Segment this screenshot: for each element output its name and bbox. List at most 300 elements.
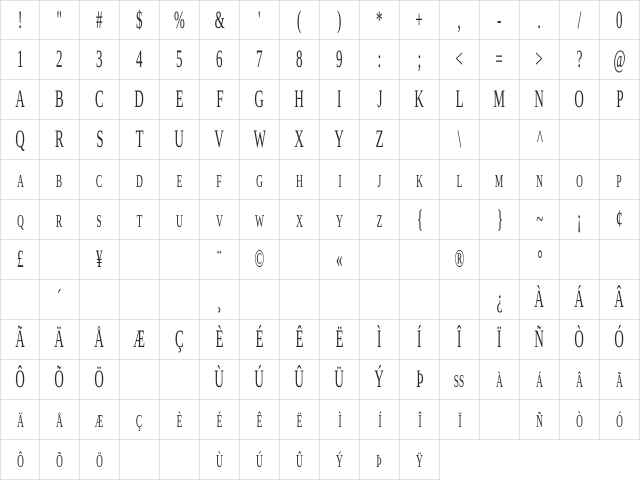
glyph: < (455, 46, 464, 73)
glyph: N (534, 86, 545, 113)
glyph: l (456, 166, 463, 193)
glyph-cell (560, 40, 600, 80)
glyph-cell (280, 400, 320, 440)
glyph-cell-empty (120, 280, 160, 320)
glyph-cell (320, 80, 360, 120)
glyph-cell (80, 360, 120, 400)
glyph-cell-empty (80, 280, 120, 320)
glyph-cell (280, 160, 320, 200)
glyph-cell (80, 200, 120, 240)
glyph-cell (40, 120, 80, 160)
glyph-cell (440, 160, 480, 200)
glyph: / (577, 6, 582, 34)
glyph: c (96, 166, 103, 193)
glyph-cell (520, 0, 560, 40)
glyph: ° (536, 246, 543, 273)
glyph: ê (256, 406, 263, 433)
glyph-cell (80, 320, 120, 360)
glyph: Ö (94, 366, 105, 393)
glyph: K (414, 86, 425, 113)
glyph-cell (240, 0, 280, 40)
glyph-cell (480, 360, 520, 400)
glyph: Ì (377, 326, 382, 353)
glyph-cell (160, 80, 200, 120)
glyph-cell (240, 40, 280, 80)
glyph-cell-empty (600, 120, 640, 160)
glyph-cell (480, 280, 520, 320)
glyph: Ú (254, 366, 265, 393)
glyph: Ñ (534, 326, 545, 353)
glyph: q (16, 206, 24, 233)
glyph-cell-empty (120, 360, 160, 400)
glyph-cell (0, 40, 40, 80)
glyph: É (255, 326, 264, 353)
glyph-cell (80, 400, 120, 440)
glyph: ¨ (217, 246, 222, 273)
glyph: u (176, 206, 183, 233)
glyph: t (136, 206, 143, 233)
glyph: $ (136, 6, 143, 34)
glyph-cell (520, 400, 560, 440)
glyph: ý (336, 446, 343, 473)
glyph-cell (0, 440, 40, 480)
glyph-cell-empty (400, 120, 440, 160)
glyph: I (337, 86, 342, 113)
glyph: i (337, 166, 342, 193)
glyph: ; (417, 46, 422, 73)
glyph: ú (256, 446, 263, 473)
glyph: Ê (295, 326, 304, 353)
glyph: ï (457, 406, 462, 433)
glyph-cell (80, 120, 120, 160)
glyph: > (535, 46, 544, 73)
glyph-cell (240, 120, 280, 160)
glyph: Í (417, 326, 422, 353)
glyph: z (376, 206, 383, 233)
glyph-cell (120, 0, 160, 40)
glyph-cell (400, 320, 440, 360)
glyph-cell (120, 400, 160, 440)
glyph: J (376, 86, 383, 113)
glyph: ù (216, 446, 223, 473)
glyph-cell (440, 120, 480, 160)
glyph-cell (200, 320, 240, 360)
glyph: X (294, 126, 305, 153)
glyph-cell (600, 80, 640, 120)
glyph-cell (120, 200, 160, 240)
glyph: ¢ (616, 206, 623, 233)
glyph: £ (16, 246, 24, 273)
glyph-cell-empty (600, 240, 640, 280)
glyph: # (96, 6, 103, 34)
glyph-cell (360, 440, 400, 480)
glyph-cell (160, 160, 200, 200)
glyph-cell (280, 320, 320, 360)
glyph: F (215, 86, 224, 113)
glyph-cell (360, 160, 400, 200)
glyph: Ô (15, 366, 25, 393)
glyph: C (95, 86, 104, 113)
glyph: Ò (574, 326, 585, 353)
glyph: â (576, 366, 583, 393)
glyph: ( (297, 6, 302, 34)
glyph: L (455, 86, 464, 113)
glyph-cell-empty (320, 280, 360, 320)
glyph: O (574, 86, 585, 113)
glyph-cell (200, 160, 240, 200)
glyph-cell (440, 0, 480, 40)
glyph-cell (280, 40, 320, 80)
glyph: å (56, 406, 63, 433)
glyph: 2 (56, 46, 63, 73)
glyph-cell (160, 120, 200, 160)
glyph-cell (600, 160, 640, 200)
glyph: é (216, 406, 223, 433)
glyph: ç (136, 406, 143, 433)
glyph-cell (240, 320, 280, 360)
glyph-cell-empty (120, 240, 160, 280)
glyph: k (416, 166, 423, 193)
glyph-cell-empty (120, 440, 160, 480)
glyph: V (214, 126, 225, 153)
glyph: & (214, 6, 225, 34)
glyph-cell (480, 200, 520, 240)
glyph-cell (80, 0, 120, 40)
glyph: h (296, 166, 303, 193)
glyph-cell (360, 400, 400, 440)
glyph: Å (94, 326, 105, 353)
glyph-cell (560, 280, 600, 320)
glyph-cell-empty (480, 240, 520, 280)
glyph-cell (160, 320, 200, 360)
glyph-cell (440, 360, 480, 400)
glyph-cell (0, 400, 40, 440)
glyph-cell (440, 400, 480, 440)
glyph: 5 (176, 46, 183, 73)
glyph-cell (600, 40, 640, 80)
glyph-cell (40, 160, 80, 200)
glyph-cell-empty (240, 280, 280, 320)
glyph-cell (400, 80, 440, 120)
glyph-cell (600, 400, 640, 440)
glyph: f (216, 166, 223, 193)
glyph-cell (360, 0, 400, 40)
glyph: ÿ (416, 446, 423, 473)
glyph: È (215, 326, 224, 353)
glyph: 6 (216, 46, 223, 73)
glyph-cell (40, 400, 80, 440)
glyph-cell (320, 40, 360, 80)
glyph-cell (320, 0, 360, 40)
glyph: = (495, 46, 504, 73)
glyph-cell-empty (160, 240, 200, 280)
glyph: Î (457, 326, 462, 353)
glyph: ì (337, 406, 342, 433)
glyph: ä (16, 406, 24, 433)
glyph: " (56, 6, 63, 34)
glyph-cell (0, 320, 40, 360)
glyph: G (254, 86, 265, 113)
glyph: Õ (54, 366, 65, 393)
glyph-cell (240, 440, 280, 480)
glyph-cell (400, 0, 440, 40)
glyph: S (95, 126, 104, 153)
glyph-cell (600, 280, 640, 320)
glyph-cell (320, 320, 360, 360)
glyph: ¡ (577, 206, 582, 233)
glyph: + (415, 6, 424, 34)
glyph: B (55, 86, 64, 113)
glyph-cell (320, 400, 360, 440)
glyph-cell (480, 320, 520, 360)
glyph: w (255, 206, 264, 233)
glyph-cell (480, 40, 520, 80)
glyph-cell (560, 320, 600, 360)
glyph: Â (614, 286, 625, 313)
glyph-cell (400, 360, 440, 400)
glyph-cell (520, 120, 560, 160)
glyph-cell (440, 240, 480, 280)
glyph-cell-empty (360, 240, 400, 280)
glyph-cell (360, 320, 400, 360)
glyph: ? (576, 46, 583, 73)
glyph: þ (376, 446, 383, 473)
glyph: ) (337, 6, 342, 34)
glyph-cell (80, 240, 120, 280)
glyph-cell (320, 240, 360, 280)
glyph: v (216, 206, 223, 233)
glyph-cell (240, 80, 280, 120)
glyph: ® (454, 246, 465, 273)
glyph-cell (560, 0, 600, 40)
glyph: Û (294, 366, 305, 393)
glyph: ´ (57, 286, 62, 313)
glyph-cell (40, 360, 80, 400)
glyph-cell (400, 400, 440, 440)
glyph-cell-empty (360, 280, 400, 320)
glyph-cell (240, 200, 280, 240)
glyph: n (536, 166, 543, 193)
glyph: ~ (535, 206, 544, 233)
glyph-cell-empty (160, 440, 200, 480)
glyph-cell (80, 440, 120, 480)
glyph-cell (0, 240, 40, 280)
glyph-cell (160, 0, 200, 40)
glyph: Ë (335, 326, 344, 353)
glyph-cell (120, 120, 160, 160)
glyph: Ç (175, 326, 184, 353)
glyph: Ù (214, 366, 225, 393)
glyph-cell (440, 80, 480, 120)
glyph-cell (400, 440, 440, 480)
glyph-cell (520, 200, 560, 240)
glyph-cell (240, 360, 280, 400)
glyph: Á (574, 286, 585, 313)
glyph: \ (457, 126, 462, 153)
glyph: « (336, 246, 343, 273)
glyph: H (294, 86, 305, 113)
glyph: o (576, 166, 583, 193)
glyph-cell (240, 240, 280, 280)
glyph-cell (80, 40, 120, 80)
glyph: à (496, 366, 503, 393)
glyph-cell (40, 80, 80, 120)
glyph-cell (520, 40, 560, 80)
glyph: { (416, 206, 423, 233)
glyph-cell (0, 360, 40, 400)
glyph: y (336, 206, 343, 233)
glyph-cell (200, 400, 240, 440)
glyph: ñ (536, 406, 543, 433)
glyph-cell (440, 40, 480, 80)
glyph-cell (520, 80, 560, 120)
glyph-cell (320, 160, 360, 200)
glyph-cell-empty (160, 280, 200, 320)
glyph: Ý (374, 366, 385, 393)
glyph-cell (480, 80, 520, 120)
glyph: r (56, 206, 63, 233)
glyph: ' (258, 6, 261, 34)
glyph-cell (120, 320, 160, 360)
glyph-cell (400, 40, 440, 80)
glyph-cell (200, 200, 240, 240)
glyph-cell (40, 40, 80, 80)
glyph-cell (200, 240, 240, 280)
glyph: ô (16, 446, 24, 473)
glyph-cell (40, 320, 80, 360)
glyph-cell (40, 200, 80, 240)
glyph-cell (600, 0, 640, 40)
glyph-cell-empty (160, 360, 200, 400)
glyph-cell (0, 80, 40, 120)
glyph: Ã (15, 326, 25, 353)
glyph: ã (616, 366, 623, 393)
glyph: ! (17, 6, 23, 34)
glyph-cell (280, 360, 320, 400)
glyph: Æ (133, 326, 146, 353)
glyph: W (253, 126, 266, 153)
glyph: . (537, 6, 542, 34)
glyph: ö (96, 446, 103, 473)
glyph-cell (520, 160, 560, 200)
glyph: õ (56, 446, 63, 473)
glyph: 1 (16, 46, 24, 73)
glyph: d (136, 166, 143, 193)
glyph: b (56, 166, 63, 193)
glyph-cell (0, 120, 40, 160)
glyph-cell (120, 160, 160, 200)
glyph: R (55, 126, 64, 153)
glyph: 3 (96, 46, 103, 73)
glyph: í (377, 406, 382, 433)
glyph-cell (560, 360, 600, 400)
glyph: 0 (616, 6, 623, 34)
glyph: ë (296, 406, 303, 433)
glyph-cell (240, 160, 280, 200)
glyph: Ü (334, 366, 345, 393)
glyph-cell (0, 0, 40, 40)
glyph: ¥ (96, 246, 103, 273)
glyph: s (96, 206, 103, 233)
glyph: © (254, 246, 265, 273)
glyph: T (135, 126, 144, 153)
glyph-cell (40, 280, 80, 320)
glyph: x (296, 206, 303, 233)
glyph: ^ (536, 126, 543, 153)
glyph-cell (280, 0, 320, 40)
glyph: á (536, 366, 543, 393)
glyph: * (376, 6, 383, 34)
glyph: } (496, 206, 503, 233)
glyph-cell (200, 360, 240, 400)
glyph-cell (360, 40, 400, 80)
glyph-cell (520, 280, 560, 320)
glyph: À (534, 286, 545, 313)
glyph-cell-empty (440, 280, 480, 320)
glyph-cell-empty (480, 400, 520, 440)
glyph: g (256, 166, 263, 193)
glyph-cell (200, 80, 240, 120)
glyph: M (493, 86, 506, 113)
glyph: : (377, 46, 382, 73)
glyph: ¸ (217, 286, 222, 313)
glyph-cell (120, 80, 160, 120)
glyph-cell (560, 400, 600, 440)
glyph: Ó (614, 326, 625, 353)
glyph-cell (280, 440, 320, 480)
glyph-cell (560, 160, 600, 200)
glyph: ß (454, 366, 465, 393)
glyph-cell (400, 200, 440, 240)
glyph: m (495, 166, 504, 193)
glyph: E (175, 86, 184, 113)
glyph-cell-empty (280, 240, 320, 280)
glyph: p (616, 166, 623, 193)
glyph-cell (360, 80, 400, 120)
glyph-cell (200, 40, 240, 80)
glyph-cell (360, 200, 400, 240)
glyph-cell (320, 120, 360, 160)
glyph: A (15, 86, 25, 113)
glyph-cell (200, 440, 240, 480)
glyph-cell-empty (440, 200, 480, 240)
glyph-cell (440, 320, 480, 360)
glyph-cell-empty (560, 240, 600, 280)
glyph-cell (600, 360, 640, 400)
glyph: î (417, 406, 422, 433)
glyph-cell (200, 280, 240, 320)
glyph: j (377, 166, 382, 193)
glyph-cell (200, 0, 240, 40)
glyph-cell (520, 240, 560, 280)
glyph-cell (80, 160, 120, 200)
glyph: e (176, 166, 183, 193)
glyph-cell (0, 160, 40, 200)
glyph-cell-empty (400, 280, 440, 320)
glyph-cell (80, 80, 120, 120)
glyph: 9 (336, 46, 343, 73)
glyph: Q (15, 126, 25, 153)
glyph: P (615, 86, 624, 113)
glyph-cell-empty (0, 280, 40, 320)
glyph-cell (360, 120, 400, 160)
glyph-cell (160, 200, 200, 240)
glyph: 7 (256, 46, 263, 73)
glyph-cell-empty (280, 280, 320, 320)
glyph: U (174, 126, 185, 153)
glyph-cell (560, 80, 600, 120)
glyph-cell (40, 440, 80, 480)
